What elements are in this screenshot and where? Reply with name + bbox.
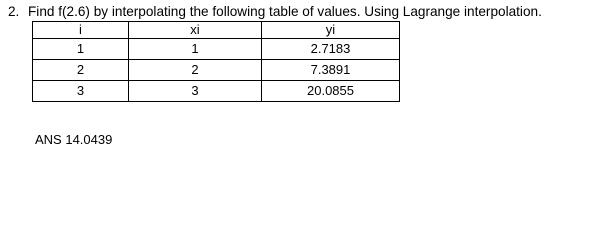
table-row [33,81,400,102]
values-table [32,21,400,102]
question-text: Find f(2.6) by interpolating the following table of values. Using Lagrange interpolation. [28,4,542,19]
table-row [33,39,400,60]
table-header-row [33,22,400,39]
table-row [33,60,400,81]
cell-i: 1 [33,39,129,60]
cell-yi: 7.3891 [262,60,400,81]
question-number: 2. [8,4,20,19]
answer-text: ANS 14.0439 [35,132,113,147]
header-xi: xi [129,22,262,39]
header-i: i [33,22,129,39]
cell-yi: 2.7183 [262,39,400,60]
cell-yi: 20.0855 [262,81,400,102]
question [8,3,542,20]
cell-xi: 3 [129,81,262,102]
cell-xi: 1 [129,39,262,60]
header-yi: yi [262,22,400,39]
cell-i: 3 [33,81,129,102]
cell-xi: 2 [129,60,262,81]
cell-i: 2 [33,60,129,81]
